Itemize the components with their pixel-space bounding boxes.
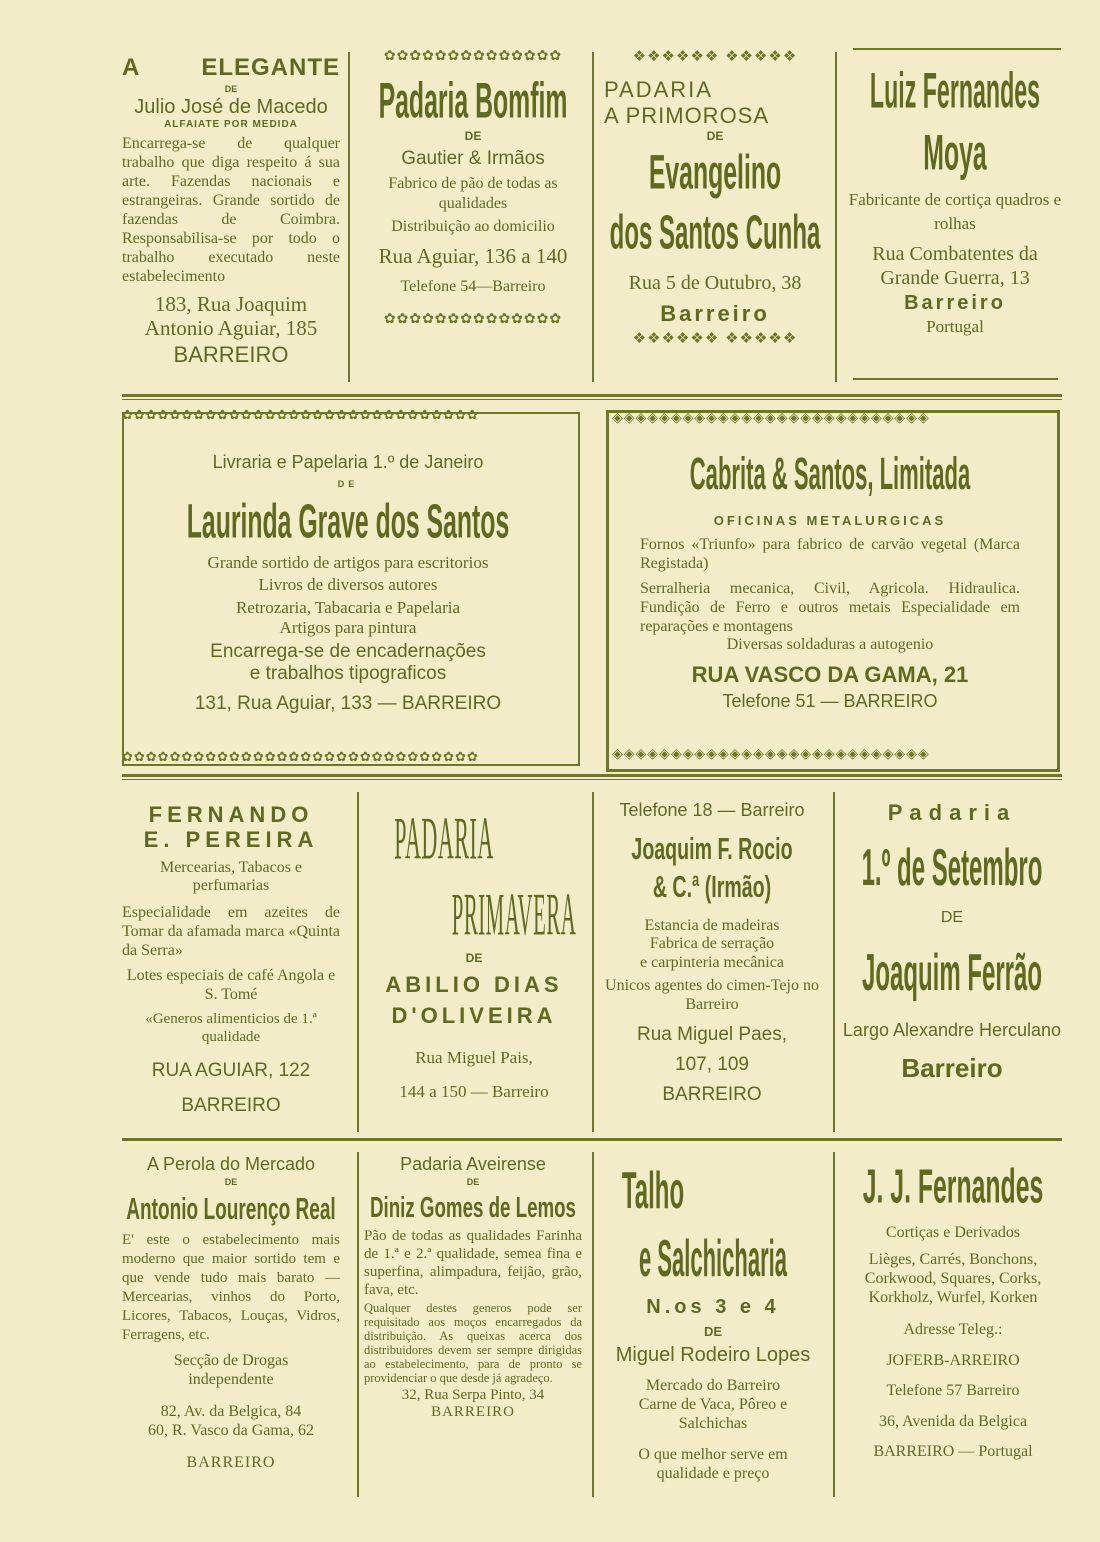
ad-padaria-primavera [364,802,584,1101]
ad-body: Unicos agentes do cimen-Tejo no Barreiro [605,977,819,1014]
ad-body: Qualquer destes generos pode ser requisitado aos moços encarregados da distribuição. As queixas acerca dos distribuidores devem ser sempre dirigidas ao estabelecimento, para de pronto se providenciar o que desde já agradeço. [364,1300,582,1385]
ad-cabrita-santos [640,448,1020,712]
ad-livraria [150,452,546,715]
number-label: N.os 3 e 4 [646,1296,780,1318]
city: BARREIRO — Portugal [873,1442,1033,1460]
ad-line: A PRIMOROSA [604,102,770,128]
city: Barreiro [901,1052,1003,1083]
divider [853,48,1061,50]
ad-line: JOFERB-ARREIRO [886,1351,1020,1369]
de-label: DE [706,128,724,143]
ad-line: Grande sortido de artigos para escritorios [207,553,489,573]
de-label: DE [703,1324,723,1339]
owner-name: D'OLIVEIRA [391,1003,557,1029]
divider [592,52,594,382]
ad-line: Fabrico de pão de todas as qualidades [388,174,558,212]
ad-body: e carpinteria mecânica [640,953,784,971]
city: Barreiro [904,292,1006,314]
ad-line: Padaria [887,800,1017,825]
phone: Telefone 57 Barreiro [886,1382,1020,1400]
ornament-border: ◈◈◈◈◈◈◈◈◈◈◈◈◈◈◈◈◈◈◈◈◈◈◈◈◈◈◈ [612,410,930,426]
address: Rua Aguiar, 136 a 140 [378,244,568,269]
divider [122,394,1062,397]
address: 107, 109 [675,1054,749,1076]
address: Rua Miguel Pais, [415,1048,533,1068]
city: Barreiro [660,300,770,326]
ad-title: Padaria Bomfim [378,73,568,129]
ad-body: Especialidade em azeites de Tomar da afamada marca «Quinta da Serra» [122,903,340,959]
divider [833,792,835,1132]
de-label: DE [224,83,238,94]
owner-name: ABILIO DIAS [385,971,563,997]
ad-line: e Salchicharia [639,1230,787,1288]
ad-line: Livros de diversos autores [258,574,438,594]
address: RUA VASCO DA GAMA, 21 [691,662,969,688]
address: 36, Avenida da Belgica [878,1412,1028,1430]
owner-name: Luiz Fernandes [869,63,1041,119]
city: BARREIRO [431,1404,515,1421]
ad-luiz-fernandes-moya [845,58,1065,337]
address: Largo Alexandre Herculano [842,1019,1062,1040]
ad-padaria-setembro [842,800,1062,1084]
ad-jj-fernandes [842,1154,1064,1461]
owner-name: Gautier & Irmãos [401,147,545,169]
ad-line: e trabalhos tipograficos [249,663,447,685]
ad-line: Adresse Teleg.: [903,1321,1003,1339]
owner-name: E. PEREIRA [143,827,319,853]
ad-body: Lotes especiais de café Angola e S. Tomé [126,966,336,1003]
divider [835,52,837,382]
owner-name: dos Santos Cunha [609,206,821,260]
owner-name: Antonio Lourenço Real [126,1191,336,1226]
country: Portugal [926,317,984,336]
ad-body: Encarrega-se de qualquer trabalho que diga respeito á sua arte. Fazendas nacionais e estrangeiras. Grande sortido de fazendas de Coimbra. Responsabilisa-se por todo o trabalho executado neste estabelecimento [122,135,340,286]
ad-body: Diversas soldaduras a autogenio [726,635,934,653]
address: Rua Miguel Paes, [637,1024,787,1046]
divider [122,774,1062,777]
ad-title: A Perola do Mercado [146,1154,316,1174]
ornament-border: ◈◈◈◈◈◈◈◈◈◈◈◈◈◈◈◈◈◈◈◈◈◈◈◈◈◈◈ [612,746,930,762]
address: RUA AGUIAR, 122 [151,1059,311,1081]
de-label: DE [464,129,482,144]
city: BARREIRO [186,1454,276,1471]
address: Rua 5 de Outubro, 38 [628,271,802,294]
ad-body: Carne de Vaca, Pôreo e Salchichas [638,1396,788,1433]
address: 32, Rua Serpa Pinto, 34 [401,1386,545,1403]
divider [357,1152,359,1497]
ad-line: PADARIA [394,804,494,872]
divider [122,779,1062,780]
divider [853,378,1058,380]
trade-line: Fabricante de cortiça quadros e rolhas [848,190,1062,233]
divider [592,792,594,1132]
ad-a-elegante [122,54,340,368]
ad-body: Fabrica de serração [649,935,775,953]
address: 144 a 150 — Barreiro [399,1081,549,1101]
ad-line: PRIMAVERA [451,880,577,948]
company-name: J. J. Fernandes [862,1160,1044,1214]
ad-body: Lièges, Carrés, Bonchons, Corkwood, Squares, Corks, Korkholz, Wurfel, Korken [864,1251,1042,1307]
de-label: DE [224,1176,238,1187]
de-label: DE [466,1176,480,1187]
phone: Telefone 54—Barreiro [400,278,546,296]
owner-name: Julio José de Macedo [134,95,328,118]
ad-talho-salchicharia [600,1152,826,1483]
owner-name: Evangelino [648,146,782,200]
ornament-border: ✿✿✿✿✿✿✿✿✿✿✿✿✿✿ [383,48,563,64]
phone: Telefone 18 — Barreiro [619,800,805,820]
ad-fernando-pereira [122,802,340,1117]
owner-name: Miguel Rodeiro Lopes [615,1343,811,1366]
ad-body: «Generos alimenticios de 1.ª qualidade [145,1010,317,1045]
divider [833,1152,835,1497]
address: Rua Combatentes da Grande Guerra, 13 [872,243,1038,289]
trade-line: Mercearias, Tabacos e perfumarias [159,858,303,894]
ad-a-primorosa [604,48,826,347]
divider [357,792,359,1132]
owner-name: Laurinda Grave dos Santos [186,495,510,549]
divider [348,52,350,382]
ad-title: Padaria Aveirense [400,1154,546,1174]
ad-line: Distribuição ao domicilio [391,217,555,235]
ad-line: PADARIA [604,77,713,103]
owner-name: Joaquim F. Rocio [631,831,793,866]
ad-line: 1.º de Setembro [861,839,1043,897]
ornament-border: ✿✿✿✿✿✿✿✿✿✿✿✿✿✿✿✿✿✿✿✿✿✿✿✿✿✿✿✿✿✿ [122,750,479,765]
de-label: DE [337,478,359,489]
ad-line: Artigos para pintura [279,617,417,637]
ad-title: A ELEGANTE [122,54,340,81]
owner-name: Moya [923,125,987,181]
address: 60, R. Vasco da Gama, 62 [148,1421,314,1439]
slogan: O que melhor serve em qualidade e preço [638,1446,788,1483]
ad-padaria-bomfim [362,48,584,327]
company-name: Cabrita & Santos, Limitada [689,449,971,501]
address: 131, Rua Aguiar, 133 — BARREIRO [194,692,502,714]
ornament-border: ❖❖❖❖❖❖ ❖❖❖❖❖ [632,329,798,347]
trade-label: ALFAIATE POR MEDIDA [164,118,298,130]
ad-body: Fornos «Triunfo» para fabrico de carvão vegetal (Marca Registada) [640,535,1020,572]
ad-body: Estancia de madeiras [644,917,780,935]
ad-body: E' este o estabelecimento mais moderno que maior sortido tem e que vende tudo mais barato — Mercearias, vinhos do Porto, Licores, Tabacos, Louças, Vidros, Ferragens, etc. [122,1232,340,1344]
owner-name: Diniz Gomes de Lemos [370,1190,576,1224]
ad-joaquim-rocio [600,800,824,1106]
de-label: DE [465,951,483,965]
ornament-border: ❖❖❖❖❖❖ ❖❖❖❖❖ [632,48,798,65]
de-label: DE [940,909,964,927]
ornament-border: ✿✿✿✿✿✿✿✿✿✿✿✿✿✿ [383,310,563,327]
city: BARREIRO [662,1083,762,1105]
ad-line: Encarrega-se de encadernações [210,641,486,663]
ad-line: Talho [621,1162,685,1220]
owner-name: Joaquim Ferrão [861,944,1043,1002]
company-subtitle: OFICINAS METALURGICAS [713,512,947,528]
ad-body: Serralheria mecanica, Civil, Agricola. Hidraulica. Fundição de Ferro e outros metais Especialidade em reparações e montagens [640,579,1020,635]
ad-body: Pão de todas as qualidades Farinha de 1.ª e 2.ª qualidade, semea fina e superfina, alimpadura, feijão, grão, fava, etc. [364,1227,582,1298]
ad-line: Secção de Drogas independente [173,1352,289,1389]
divider [122,1138,1062,1141]
trade-line: Cortiças e Derivados [885,1224,1021,1241]
ad-perola-mercado [122,1154,340,1472]
ad-line: Retrozaria, Tabacaria e Papelaria [235,598,461,618]
phone: Telefone 51 — BARREIRO [722,691,938,712]
address: 183, Rua Joaquim Antonio Aguiar, 185 [144,292,318,341]
address: 82, Av. da Belgica, 84 [160,1403,302,1421]
owner-name: FERNANDO [148,802,314,827]
divider [122,399,1062,400]
ad-body: Mercado do Barreiro [645,1376,781,1394]
owner-name: & C.ª (Irmão) [652,869,772,904]
ad-header: Livraria e Papelaria 1.º de Janeiro [212,452,484,472]
city: BARREIRO [181,1095,281,1117]
city: BARREIRO [173,342,289,368]
ornament-border: ✿✿✿✿✿✿✿✿✿✿✿✿✿✿✿✿✿✿✿✿✿✿✿✿✿✿✿✿✿✿ [122,408,479,423]
